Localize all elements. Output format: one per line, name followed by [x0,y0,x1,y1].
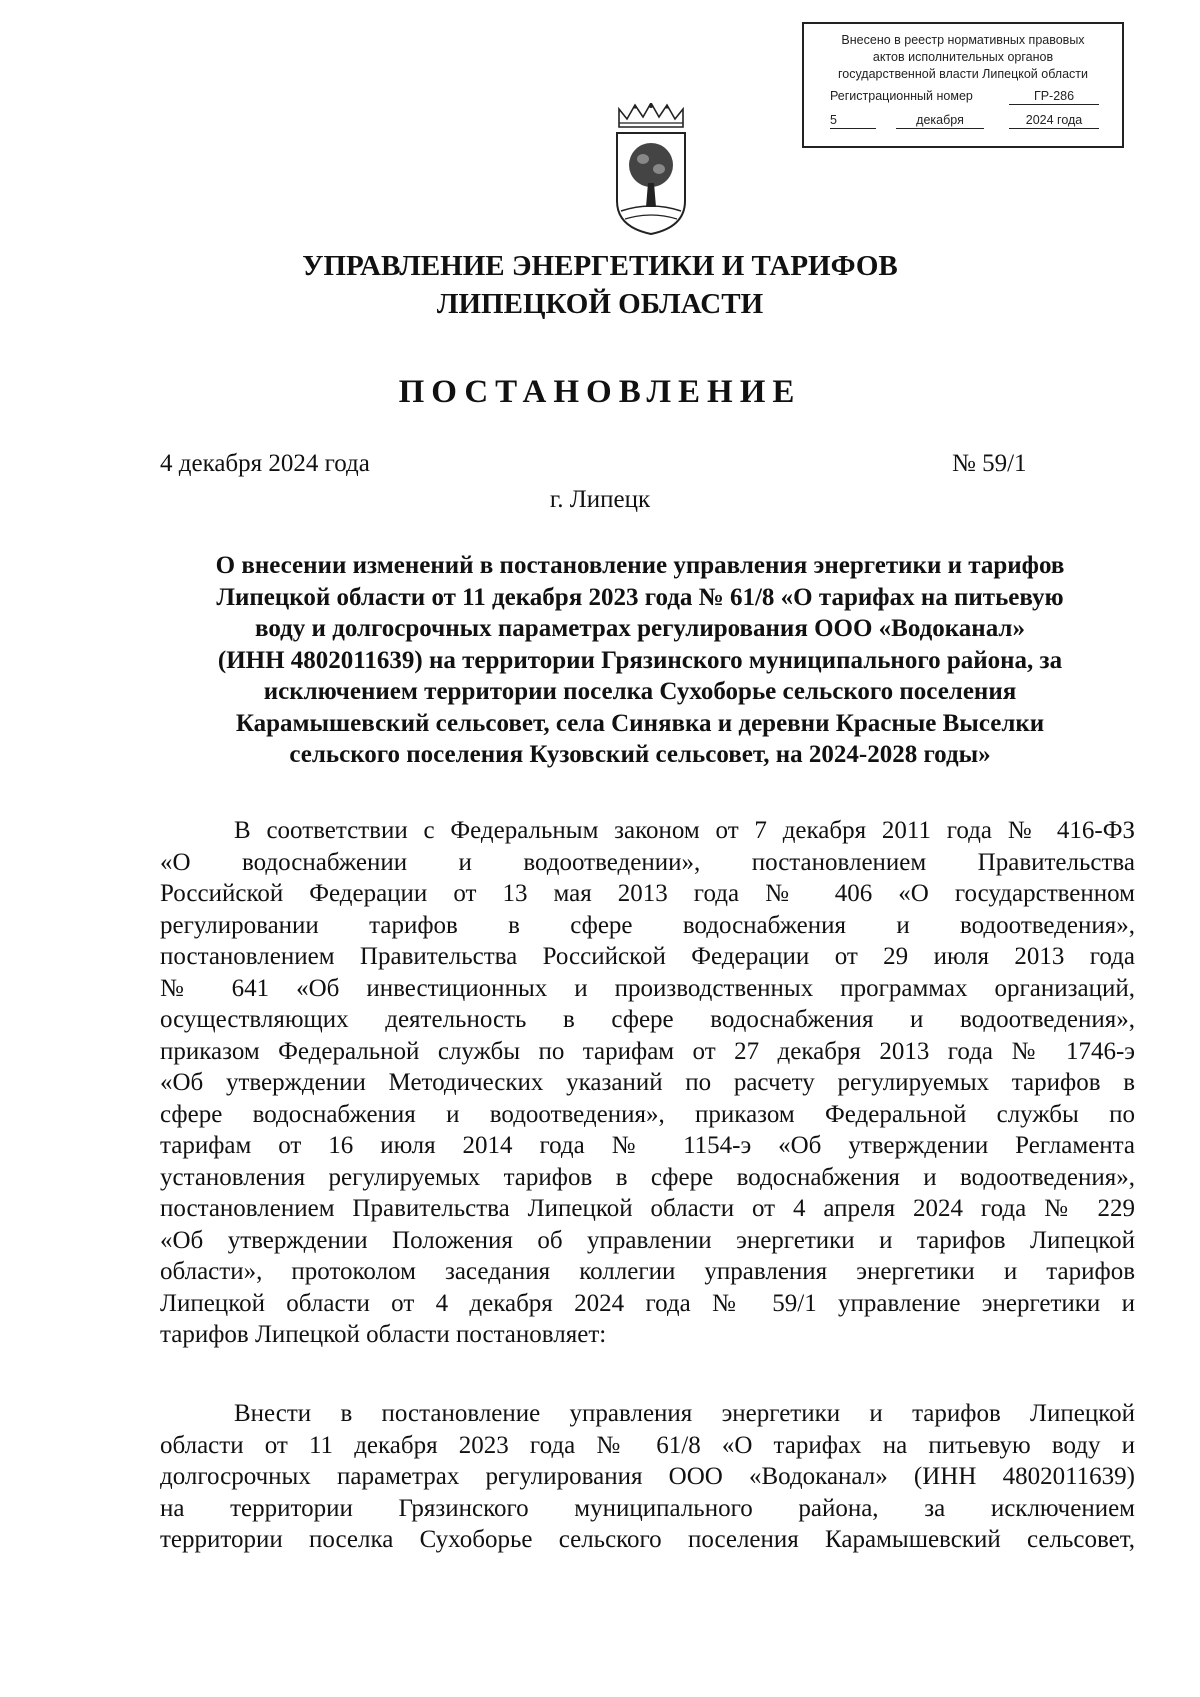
stamp-line-2: актов исполнительных органов [872,50,1054,64]
document-type: ПОСТАНОВЛЕНИЕ [398,374,802,410]
paragraph-line: тарифам от 16 июля 2014 года № 1154-э «Об утверждении Регламента [160,1132,1135,1159]
paragraph-line: регулировании тарифов в сфере водоснабжения и водоотведения», [160,911,1135,939]
paragraph-line: «Об утверждении Положения об управлении энергетики и тарифов Липецкой [160,1226,1135,1254]
operative-paragraph [160,1398,1135,1556]
stamp-month: декабря [896,112,984,129]
paragraph-line: долгосрочных параметрах регулирования ООО «Водоканал» (ИНН 4802011639) [160,1463,1135,1490]
paragraph-line: «Об утверждении Методических указаний по расчету регулируемых тарифов в [160,1069,1135,1096]
title-line: (ИНН 4802011639) на территории Грязинского муниципального района, за [217,646,1063,674]
preamble-paragraph [160,815,1135,1351]
document-number: № 59/1 [952,450,1027,477]
paragraph-line: тарифов Липецкой области постановляет: [160,1321,607,1348]
document-city: г. Липецк [549,486,651,513]
stamp-day: 5 [830,112,876,129]
title-line: сельского поселения Кузовский сельсовет, на 2024-2028 годы» [289,741,991,768]
paragraph-line: № 641 «Об инвестиционных и производственных программах организаций, [160,974,1135,1002]
stamp-reg-label: Регистрационный номер [830,89,973,103]
paragraph-line: приказом Федеральной службы по тарифам от 27 декабря 2013 года № 1746-э [160,1037,1135,1065]
paragraph-line: территории поселка Сухоборье сельского поселения Карамышевский сельсовет, [160,1526,1135,1553]
stamp-line-3: государственной власти Липецкой области [837,67,1089,81]
paragraph-line: Липецкой области от 4 декабря 2024 года № 59/1 управление энергетики и [160,1289,1135,1317]
document-title [155,550,1125,771]
title-line: О внесении изменений в постановление управления энергетики и тарифов [215,552,1065,579]
title-line: Карамышевский сельсовет, села Синявка и деревни Красные Выселки [235,709,1045,737]
paragraph-line: осуществляющих деятельность в сфере водоснабжения и водоотведения», [160,1006,1135,1033]
paragraph-line: области от 11 декабря 2023 года № 61/8 «О тарифах на питьевую воду и [160,1431,1135,1459]
title-line: исключением территории поселка Сухоборье сельского поселения [263,678,1017,705]
title-line: воду и долгосрочных параметрах регулирования ООО «Водоканал» [255,615,1025,642]
paragraph-line: постановлением Правительства Российской Федерации от 29 июля 2013 года [160,943,1135,970]
document-date: 4 декабря 2024 года [160,450,370,477]
stamp-reg-number: ГР-286 [1009,88,1099,105]
paragraph-line: «О водоснабжении и водоотведении», постановлением Правительства [160,848,1135,876]
org-name-line-1: УПРАВЛЕНИЕ ЭНЕРГЕТИКИ И ТАРИФОВ [302,250,898,282]
registry-stamp [802,22,1124,148]
paragraph-line: сфере водоснабжения и водоотведения», приказом Федеральной службы по [160,1100,1135,1128]
org-name-line-2: ЛИПЕЦКОЙ ОБЛАСТИ [436,288,764,320]
stamp-year: 2024 года [1009,112,1099,129]
stamp-line-1: Внесено в реестр нормативных правовых [841,33,1085,47]
paragraph-line: постановлением Правительства Липецкой области от 4 апреля 2024 года № 229 [160,1195,1135,1222]
title-line: Липецкой области от 11 декабря 2023 года № 61/8 «О тарифах на питьевую [216,583,1064,611]
paragraph-line: области», протоколом заседания коллегии управления энергетики и тарифов [160,1258,1135,1285]
lipetsk-coat-of-arms-icon [613,103,689,235]
paragraph-line: Внести в постановление управления энергетики и тарифов Липецкой [234,1400,1135,1427]
paragraph-line: установления регулируемых тарифов в сфере водоснабжения и водоотведения», [160,1163,1135,1191]
paragraph-line: Российской Федерации от 13 мая 2013 года № 406 «О государственном [160,880,1135,907]
paragraph-line: на территории Грязинского муниципального района, за исключением [160,1494,1135,1522]
paragraph-line: В соответствии с Федеральным законом от 7 декабря 2011 года № 416-ФЗ [234,817,1135,844]
